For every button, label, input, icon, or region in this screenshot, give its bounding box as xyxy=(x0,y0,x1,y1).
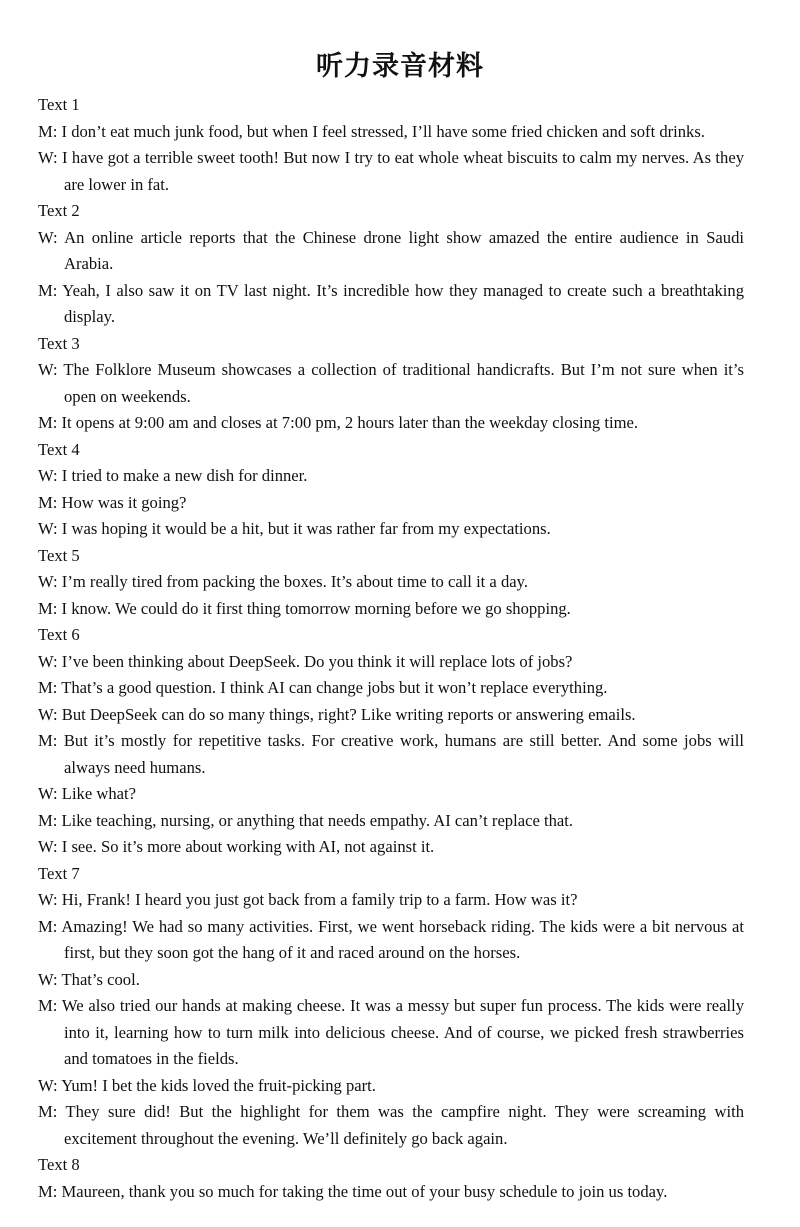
text-heading: Text 5 xyxy=(38,545,80,565)
dialogue-line: W: Yum! I bet the kids loved the fruit-picking part. xyxy=(38,1075,376,1095)
dialogue-line: M: But it’s mostly for repetitive tasks. For creative work, humans are still better. And some jobs will always need humans. xyxy=(38,731,744,777)
dialogue-line: W: I have got a terrible sweet tooth! But now I try to eat whole wheat biscuits to calm my nerves. As they are lower in fat. xyxy=(38,148,744,194)
dialogue-line: W: I tried to make a new dish for dinner. xyxy=(38,466,308,485)
dialogue-line: W: But DeepSeek can do so many things, right? Like writing reports or answering emails. xyxy=(38,704,636,724)
page-title: 听力录音材料 xyxy=(316,51,484,82)
text-heading: Text 4 xyxy=(38,439,80,459)
dialogue-line: M: Like teaching, nursing, or anything that needs empathy. AI can’t replace that. xyxy=(38,810,573,830)
text-heading: Text 6 xyxy=(38,625,80,644)
dialogue-line: W: Like what? xyxy=(38,784,136,803)
text-heading: Text 3 xyxy=(38,333,80,353)
dialogue-line: M: That’s a good question. I think AI can change jobs but it won’t replace everything. xyxy=(38,678,608,697)
dialogue-line: W: Hi, Frank! I heard you just got back from a family trip to a farm. How was it? xyxy=(38,890,578,909)
dialogue-line: M: How was it going? xyxy=(38,492,187,512)
dialogue-line: W: I see. So it’s more about working with AI, not against it. xyxy=(38,837,435,856)
dialogue-line: W: That’s cool. xyxy=(38,969,140,989)
transcript-body xyxy=(38,92,744,1205)
dialogue-line: W: I was hoping it would be a hit, but it was rather far from my expectations. xyxy=(38,519,551,538)
dialogue-line: W: The Folklore Museum showcases a collection of traditional handicrafts. But I’m not sure when it’s open on weekends. xyxy=(38,360,744,406)
text-heading: Text 7 xyxy=(38,863,80,883)
dialogue-line: M: I don’t eat much junk food, but when I feel stressed, I’ll have some fried chicken and soft drinks. xyxy=(38,121,705,141)
dialogue-line: M: Maureen, thank you so much for taking the time out of your busy schedule to join us today. xyxy=(38,1181,668,1201)
dialogue-line: W: An online article reports that the Chinese drone light show amazed the entire audience in Saudi Arabia. xyxy=(38,227,744,273)
dialogue-line: W: I’ve been thinking about DeepSeek. Do you think it will replace lots of jobs? xyxy=(38,651,573,671)
text-heading: Text 2 xyxy=(38,201,80,220)
dialogue-line: M: Yeah, I also saw it on TV last night. It’s incredible how they managed to create such a breathtaking display. xyxy=(38,280,744,326)
text-heading: Text 1 xyxy=(38,95,80,114)
dialogue-line: M: Amazing! We had so many activities. First, we went horseback riding. The kids were a bit nervous at first, but they soon got the hang of it and raced around on the horses. xyxy=(38,916,744,962)
dialogue-line: W: I’m really tired from packing the boxes. It’s about time to call it a day. xyxy=(38,572,528,591)
dialogue-line: M: It opens at 9:00 am and closes at 7:00 pm, 2 hours later than the weekday closing time. xyxy=(38,413,639,432)
dialogue-line: M: We also tried our hands at making cheese. It was a messy but super fun process. The kids were really into it, learning how to turn milk into delicious cheese. And of course, we picked fresh strawberries and tomatoes in the fields. xyxy=(38,996,744,1068)
text-heading: Text 8 xyxy=(38,1155,80,1174)
dialogue-line: M: They sure did! But the highlight for them was the campfire night. They were screaming with excitement throughout the evening. We’ll definitely go back again. xyxy=(38,1102,744,1148)
dialogue-line: M: I know. We could do it first thing tomorrow morning before we go shopping. xyxy=(38,598,571,618)
